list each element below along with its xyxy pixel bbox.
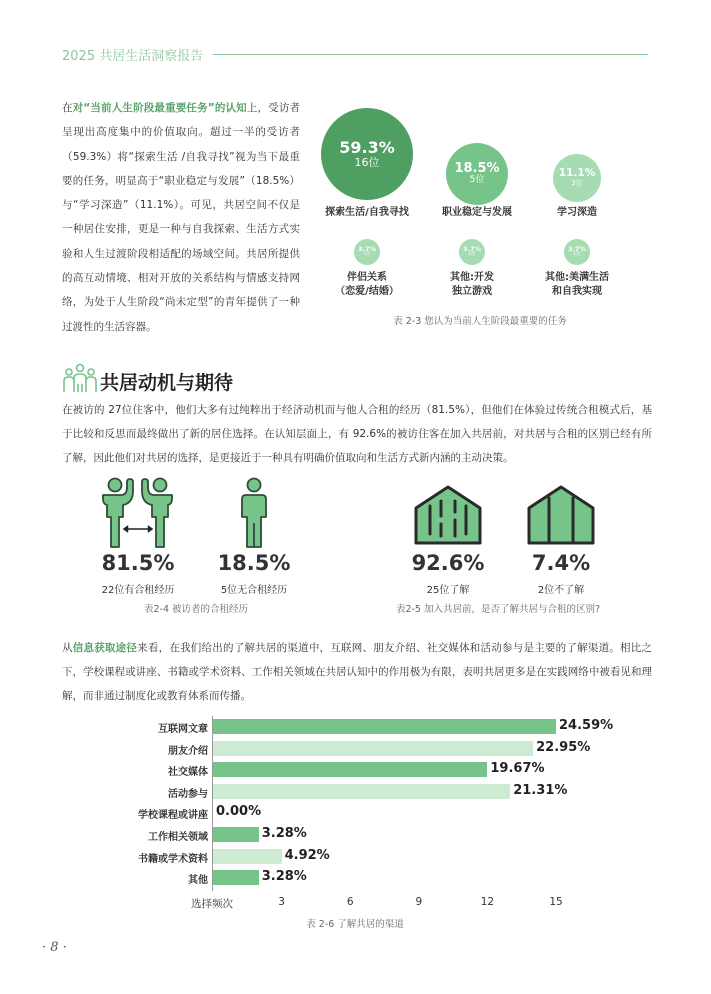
channel-paragraph [62, 636, 652, 708]
bar-7 [213, 870, 259, 885]
awareness-caption: 表2-5 加入共居前，是否了解共居与合租的区别? [395, 604, 601, 615]
bubble-2-pct: 11.1% [558, 167, 596, 180]
bar-label-7: 其他 [188, 875, 208, 887]
bar-label-2: 社交媒体 [168, 767, 208, 779]
people-group-icon [62, 362, 98, 394]
y-axis-line [212, 716, 213, 891]
bubble-4 [459, 239, 485, 265]
channel-text-rest: 来看，在我们给出的了解共居的渠道中，互联网、朋友介绍、社交媒体和活动参与是主要的了解渠道。相比之下，学校课程或讲座、书籍或学术资料、工作相关领域在共居认知中的作用极为有限，表明共居更多是在实践网络中被看见和理解，而非通过制度化或教育体系而传播。 [62, 642, 653, 702]
bubble-0-pct: 59.3% [339, 138, 395, 158]
bar-value-0: 24.59% [559, 718, 614, 733]
intro-highlight: 对“当前人生阶段最重要任务”的认知 [72, 102, 247, 114]
bar-label-4: 学校课程或讲座 [138, 810, 208, 822]
bar-0 [213, 719, 556, 734]
bar-5 [213, 827, 259, 842]
bubble-1 [446, 143, 508, 205]
report-title: 2025 共居生活洞察报告 [62, 48, 204, 64]
intro-text-start: 在 [62, 102, 73, 114]
stat-know-pct: 92.6% [411, 551, 485, 575]
bar-3 [213, 784, 510, 799]
bubble-chart-caption: 表 2-3 您认为当前人生阶段最重要的任务 [393, 316, 567, 327]
x-tick-4: 15 [549, 896, 563, 908]
bubble-5-count: 1位 [573, 252, 581, 258]
bubble-5-pct: 3.7% [567, 244, 587, 253]
stat-no-shared-pct: 18.5% [217, 551, 291, 575]
x-tick-2: 9 [415, 896, 423, 908]
stat-not-know-pct: 7.4% [531, 551, 591, 575]
two-people-icon [97, 477, 179, 549]
bar-label-1: 朋友介绍 [168, 745, 208, 757]
bar-label-0: 互联网文章 [158, 724, 208, 735]
stat-has-shared-label: 22位有合租经历 [101, 585, 175, 596]
intro-paragraph [62, 96, 300, 339]
bar-value-6: 4.92% [284, 847, 330, 863]
header-rule [213, 54, 648, 55]
bubble-1-pct: 18.5% [454, 160, 500, 176]
bar-value-3: 21.31% [513, 782, 568, 798]
bar-label-6: 书籍或学术资料 [138, 853, 208, 865]
bubble-1-label: 职业稳定与发展 [442, 207, 512, 218]
x-tick-1: 6 [346, 896, 354, 908]
bubble-1-count: 5位 [469, 175, 485, 186]
bar-value-1: 22.95% [536, 739, 591, 755]
bar-value-2: 19.67% [490, 761, 545, 777]
bar-1 [213, 741, 533, 756]
bubble-4-label: 其他:开发 独立游戏 [450, 272, 494, 297]
bar-6 [213, 849, 282, 864]
bubble-2 [553, 154, 601, 202]
bubble-2-count: 3位 [571, 178, 583, 187]
section-title: 共居动机与期待 [100, 372, 234, 394]
bubble-3-pct: 3.7% [357, 244, 377, 253]
bubble-5 [564, 239, 590, 265]
bar-2 [213, 762, 487, 777]
bubble-3 [354, 239, 380, 265]
bubble-4-pct: 3.7% [462, 244, 482, 253]
stat-not-know-label: 2位不了解 [537, 585, 585, 596]
bar-label-3: 活动参与 [168, 788, 208, 800]
shared-rental-caption: 表2-4 被访者的合租经历 [143, 604, 249, 615]
channel-text-start: 从 [62, 642, 73, 654]
page-header [62, 44, 648, 64]
single-person-icon [238, 477, 270, 549]
bar-label-5: 工作相关领域 [148, 832, 208, 843]
house-icon-open [525, 484, 597, 546]
stat-has-shared-pct: 81.5% [101, 551, 175, 575]
bubble-3-count: 1位 [363, 252, 371, 258]
intro-text-rest: 上，受访者呈现出高度集中的价值取向。超过一半的受访者（59.3%）将“探索生活 /自我寻找”视为当下最重要的任务，明显高于“职业稳定与发展”（18.5%）与“学习深造”（11.1%）。可见，共居空间不仅是一种居住安排，更是一种与自我探索、生活方式实验和人生过渡阶段相适配的场域空间。共居所提供的高互动情境、相对开放的关系结构与情感支持网络，为处于人生阶段“尚未定型”的青年提供了一种过渡性的生活容器。 [62, 102, 300, 333]
x-tick-3: 12 [480, 896, 495, 908]
bubble-5-label: 其他:美满生活 和自我实现 [545, 272, 609, 297]
x-tick-0: 3 [278, 896, 285, 908]
channel-highlight: 信息获取途径 [72, 642, 138, 654]
bar-value-4: 0.00% [216, 804, 262, 820]
bubble-4-count: 1位 [468, 252, 476, 258]
bar-value-7: 3.28% [261, 869, 307, 885]
bubble-0-count: 16位 [354, 155, 380, 169]
bubble-3-label: 伴侣关系 （恋爱/结婚） [335, 272, 399, 297]
motivation-paragraph: 在被访的 27位住客中，他们大多有过纯粹出于经济动机而与他人合租的经历（81.5%），但他们在体验过传统合租模式后，基于比较和反思而最终做出了新的居住选择。在认知层面上，有 92.6%的被访住客在加入共居前，对共居与合租的区别已经有所了解，因此他们对共居的选择，是更接近于一种具有明确价值取向和生活方式新内涵的主动决策。 [62, 404, 652, 464]
stat-know-label: 25位了解 [426, 585, 470, 596]
stat-no-shared-label: 5位无合租经历 [220, 585, 288, 596]
page-number: · 8 · [42, 940, 67, 955]
bar-value-5: 3.28% [261, 826, 307, 841]
bubble-0 [321, 108, 413, 200]
channel-chart-caption: 表 2-6 了解共居的渠道 [306, 919, 404, 930]
bubble-2-label: 学习深造 [557, 207, 597, 218]
x-axis-title: 选择频次 [191, 898, 233, 910]
bubble-0-label: 探索生活/自我寻找 [325, 207, 409, 218]
house-icon-partitioned [412, 484, 484, 546]
